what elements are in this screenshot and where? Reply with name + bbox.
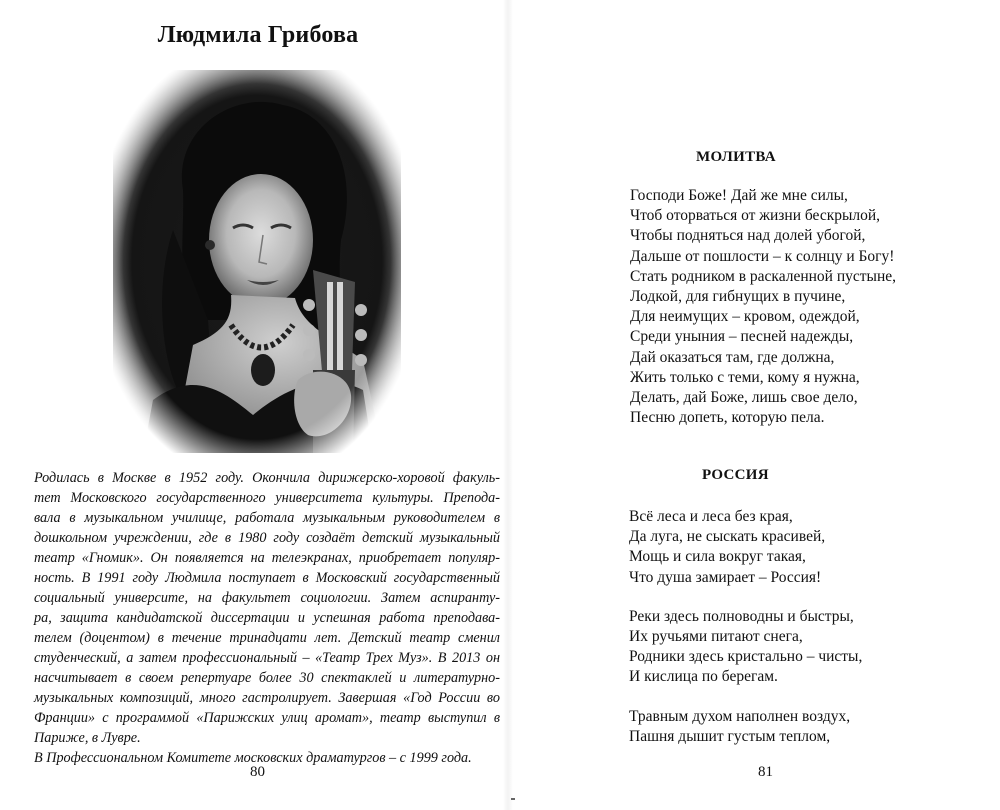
stanza-break (629, 688, 862, 707)
bio-line: ность. В 1991 году Людмила поступает в Московский государственный (34, 570, 500, 586)
bio-line: музыкальных композиций, много гастролирует. Завершая «Год России во (34, 690, 500, 706)
right-page (508, 0, 1000, 810)
poem-line: Родники здесь кристально – чисты, (629, 648, 863, 666)
poem-line: Жить только с теми, кому я нужна, (630, 368, 860, 386)
portrait-image (113, 70, 401, 453)
bio-paragraph-2 (34, 748, 500, 768)
poem-line: Что душа замирает – Россия! (629, 568, 822, 586)
author-name: Людмила Грибова (157, 22, 359, 48)
bio-line: тет Московского государственного университета культуры. Препода- (34, 490, 500, 506)
poem-line: Реки здесь полноводны и быстры, (629, 607, 854, 625)
poem-line: Чтобы подняться над долей убогой, (630, 227, 866, 245)
poem-line: Чтоб оторваться от жизни бескрылой, (630, 207, 881, 225)
poem-title-rossiya: РОССИЯ (702, 467, 769, 483)
poem-line: Для неимущих – кровом, одеждой, (630, 308, 860, 326)
page-number-left: 80 (250, 764, 265, 780)
bio-line: вала в музыкальном училище, работала музыкальным руководителем в (34, 510, 500, 526)
poem-line: Дальше от пошлости – к солнцу и Богу! (630, 247, 895, 265)
poem-title-molitva: МОЛИТВА (696, 149, 776, 165)
poem-line: Делать, дай Боже, лишь свое дело, (630, 389, 858, 407)
poem-line: Песню допеть, которую пела. (630, 409, 825, 427)
poem-line: Да луга, не сыскать красивей, (629, 528, 826, 546)
poem-line: Травным духом наполнен воздух, (629, 707, 851, 725)
poem-line: Их ручьями питают снега, (629, 628, 803, 646)
poem-line: Пашня дышит густым теплом, (629, 727, 831, 745)
bio-line: студенческий, а затем профессиональный – «Театр Трех Муз». В 2013 он (34, 650, 500, 666)
page-number-right: 81 (758, 764, 773, 780)
poem-rossiya (629, 507, 862, 747)
bio-line: Париже, в Лувре. (34, 730, 141, 746)
poem-line: Стать родником в раскаленной пустыне, (630, 267, 897, 285)
print-mark (511, 798, 515, 800)
poem-line: Всё леса и леса без края, (629, 508, 793, 525)
bio-line: Франции» с программой «Парижских улиц аромат», театр выступил в (34, 710, 500, 726)
bio-line: социальный университе, на факультет социологии. Затем аспиранту- (34, 590, 500, 606)
stanza-break (629, 588, 862, 607)
bio-line: телем (доцентом) в течение тринадцати лет. Детский театр сменил (34, 630, 500, 646)
poem-line: Господи Боже! Дай же мне силы, (630, 187, 848, 204)
bio-line: Родилась в Москве в 1952 году. Окончила дирижерско-хоровой факуль- (34, 470, 500, 486)
author-portrait-photo (113, 70, 401, 453)
bio-last-line: В Профессиональном Комитете московских драматургов – с 1999 года. (34, 750, 472, 766)
poem-line: Дай оказаться там, где должна, (630, 348, 835, 366)
poem-line: Среди уныния – песней надежды, (630, 328, 854, 346)
poem-line: Мощь и сила вокруг такая, (629, 548, 806, 566)
bio-paragraph-1 (34, 468, 500, 748)
poem-molitva (630, 186, 896, 428)
bio-line: насчитывает в своем репертуаре более 30 спектаклей и литературно- (34, 670, 500, 686)
bio-line: ра, защита кандидатской диссертации и успешная работа преподава- (34, 610, 500, 626)
poem-line: Лодкой, для гибнущих в пучине, (630, 288, 846, 306)
bio-line: дошкольном учреждении, где в 1980 году создаёт детский музыкальный (34, 530, 500, 546)
author-biography (34, 468, 500, 768)
poem-line: И кислица по берегам. (629, 668, 778, 686)
bio-line: театр «Гномик». Он появляется на телеэкранах, приобретает популяр- (34, 550, 500, 566)
